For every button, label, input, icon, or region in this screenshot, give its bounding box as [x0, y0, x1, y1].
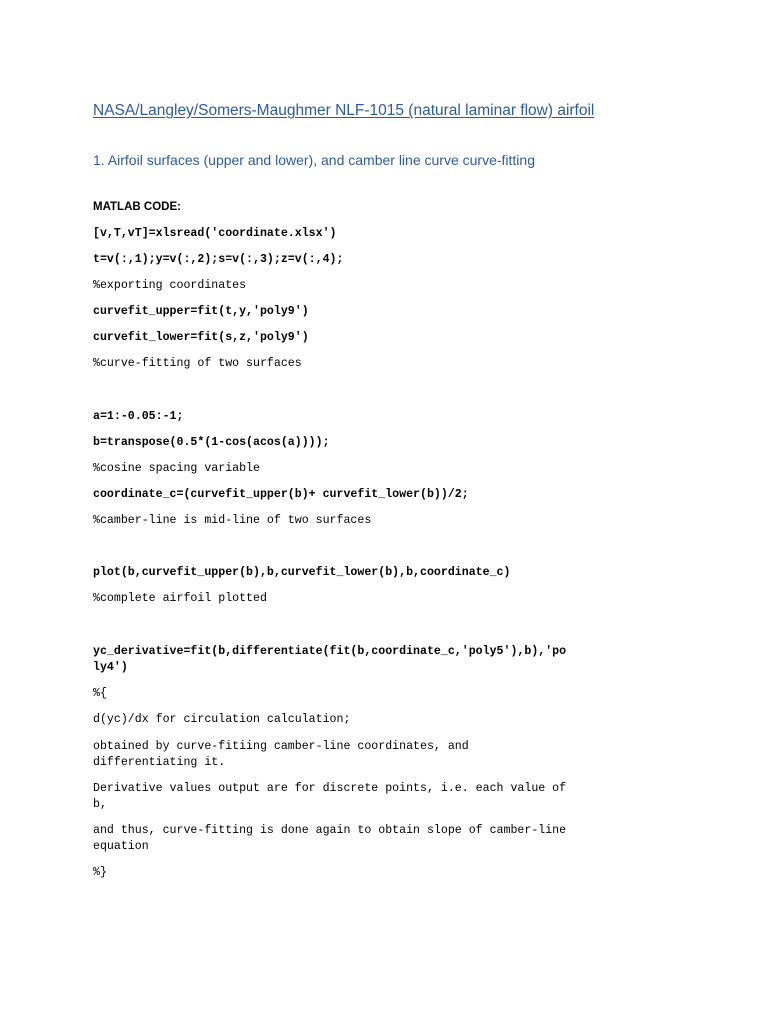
- code-comment-obtained: obtained by curve-fitiing camber-line coordinates, and differentiating it.: [93, 740, 469, 769]
- code-comment-dycdx: d(yc)/dx for circulation calculation;: [93, 713, 351, 726]
- code-line-xlsread: [v,T,vT]=xlsread('coordinate.xlsx'): [93, 227, 337, 240]
- code-comment-airfoil-plotted: %complete airfoil plotted: [93, 592, 267, 605]
- code-comment-block-close: %}: [93, 866, 107, 879]
- code-comment-curve-fitting: %curve-fitting of two surfaces: [93, 357, 302, 370]
- code-comment-exporting: %exporting coordinates: [93, 279, 247, 292]
- code-comment-cosine-spacing: %cosine spacing variable: [93, 462, 260, 475]
- code-line-fit-upper: curvefit_upper=fit(t,y,'poly9'): [93, 305, 309, 318]
- document-title: NASA/Langley/Somers-Maughmer NLF-1015 (natural laminar flow) airfoil: [93, 102, 595, 119]
- code-line-yc-derivative: yc_derivative=fit(b,differentiate(fit(b,coordinate_c,'poly5'),b),'po ly4'): [93, 645, 567, 674]
- code-comment-block-open: %{: [93, 687, 107, 700]
- section-heading: 1. Airfoil surfaces (upper and lower), and camber line curve curve-fitting: [93, 152, 535, 168]
- code-comment-thus: and thus, curve-fitting is done again to obtain slope of camber-line equation: [93, 824, 567, 853]
- code-line-b-cosine: b=transpose(0.5*(1-cos(acos(a))));: [93, 436, 330, 449]
- code-line-a-range: a=1:-0.05:-1;: [93, 410, 184, 423]
- code-line-fit-lower: curvefit_lower=fit(s,z,'poly9'): [93, 331, 309, 344]
- code-label: MATLAB CODE:: [93, 201, 181, 213]
- code-comment-camber-midline: %camber-line is mid-line of two surfaces: [93, 514, 372, 527]
- code-comment-derivative-values: Derivative values output are for discrete points, i.e. each value of b,: [93, 782, 567, 811]
- code-line-camber-coordinate: coordinate_c=(curvefit_upper(b)+ curvefit_lower(b))/2;: [93, 488, 469, 501]
- code-line-assign-columns: t=v(:,1);y=v(:,2);s=v(:,3);z=v(:,4);: [93, 253, 344, 266]
- code-line-plot: plot(b,curvefit_upper(b),b,curvefit_lower(b),b,coordinate_c): [93, 566, 511, 579]
